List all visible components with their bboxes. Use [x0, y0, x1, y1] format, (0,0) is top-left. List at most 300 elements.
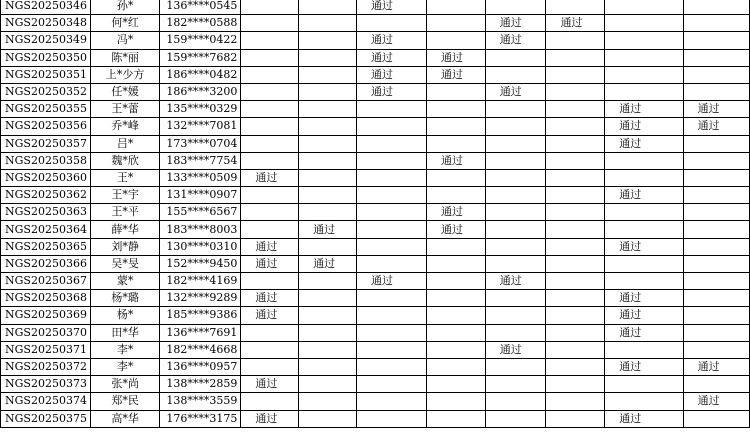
- cell-status-4[interactable]: 通过: [427, 66, 486, 83]
- cell-status-3[interactable]: [357, 101, 427, 118]
- cell-status-1[interactable]: 通过: [241, 410, 299, 427]
- table-row: [1, 238, 750, 255]
- cell-status-4[interactable]: [427, 118, 486, 135]
- cell-applicant-name[interactable]: 田*华: [90, 324, 159, 341]
- cell-status-3[interactable]: [357, 358, 427, 375]
- cell-status-8[interactable]: [683, 0, 749, 15]
- cell-status-8[interactable]: [683, 66, 749, 83]
- cell-status-6[interactable]: [546, 66, 605, 83]
- cell-status-8[interactable]: [683, 290, 749, 307]
- table-row: [1, 118, 750, 135]
- cell-applicant-name[interactable]: 高*华: [90, 410, 159, 427]
- cell-phone[interactable]: 138****3559: [160, 393, 241, 410]
- cell-status-6[interactable]: [546, 273, 605, 290]
- cell-applicant-id[interactable]: NGS20250363: [1, 204, 91, 221]
- cell-status-1[interactable]: 通过: [241, 376, 299, 393]
- cell-status-8[interactable]: [683, 238, 749, 255]
- cell-status-6[interactable]: [546, 204, 605, 221]
- cell-status-2[interactable]: [299, 101, 357, 118]
- cell-status-2[interactable]: [299, 273, 357, 290]
- cell-status-1[interactable]: [241, 83, 299, 100]
- cell-applicant-id[interactable]: NGS20250373: [1, 376, 91, 393]
- cell-status-6[interactable]: [546, 83, 605, 100]
- table-body: [1, 0, 750, 427]
- cell-status-5[interactable]: [485, 410, 546, 427]
- cell-status-1[interactable]: [241, 341, 299, 358]
- cell-status-4[interactable]: [427, 0, 486, 15]
- cell-applicant-name[interactable]: 任*媛: [90, 83, 159, 100]
- cell-status-2[interactable]: [299, 83, 357, 100]
- cell-status-3[interactable]: 通过: [357, 273, 427, 290]
- cell-status-5[interactable]: [485, 393, 546, 410]
- cell-status-3[interactable]: 通过: [357, 83, 427, 100]
- cell-status-7[interactable]: 通过: [605, 135, 683, 152]
- cell-status-2[interactable]: [299, 410, 357, 427]
- cell-phone[interactable]: 138****2859: [160, 376, 241, 393]
- cell-status-1[interactable]: 通过: [241, 307, 299, 324]
- cell-applicant-name[interactable]: 王*: [90, 169, 159, 186]
- cell-status-3[interactable]: [357, 152, 427, 169]
- cell-status-1[interactable]: [241, 32, 299, 49]
- cell-status-1[interactable]: 通过: [241, 169, 299, 186]
- cell-status-1[interactable]: [241, 118, 299, 135]
- cell-status-2[interactable]: [299, 376, 357, 393]
- cell-status-1[interactable]: [241, 324, 299, 341]
- cell-status-4[interactable]: [427, 376, 486, 393]
- cell-status-2[interactable]: [299, 152, 357, 169]
- cell-status-8[interactable]: [683, 135, 749, 152]
- cell-status-2[interactable]: [299, 324, 357, 341]
- cell-status-4[interactable]: 通过: [427, 204, 486, 221]
- cell-status-8[interactable]: [683, 152, 749, 169]
- cell-phone[interactable]: 155****6567: [160, 204, 241, 221]
- cell-status-2[interactable]: [299, 204, 357, 221]
- cell-phone[interactable]: 182****4169: [160, 273, 241, 290]
- cell-status-1[interactable]: [241, 358, 299, 375]
- table-row: [1, 135, 750, 152]
- cell-status-3[interactable]: [357, 118, 427, 135]
- cell-status-5[interactable]: [485, 169, 546, 186]
- cell-status-8[interactable]: 通过: [683, 393, 749, 410]
- cell-status-3[interactable]: [357, 290, 427, 307]
- cell-applicant-id[interactable]: NGS20250356: [1, 118, 91, 135]
- cell-status-5[interactable]: [485, 290, 546, 307]
- cell-applicant-name[interactable]: 何*红: [90, 15, 159, 32]
- cell-status-7[interactable]: [605, 204, 683, 221]
- cell-applicant-name[interactable]: 薛*华: [90, 221, 159, 238]
- cell-phone[interactable]: 135****0329: [160, 101, 241, 118]
- cell-status-7[interactable]: 通过: [605, 410, 683, 427]
- cell-phone[interactable]: 132****9289: [160, 290, 241, 307]
- cell-status-6[interactable]: [546, 0, 605, 15]
- cell-status-5[interactable]: [485, 255, 546, 272]
- cell-status-1[interactable]: [241, 152, 299, 169]
- cell-status-6[interactable]: [546, 135, 605, 152]
- cell-status-2[interactable]: [299, 135, 357, 152]
- cell-status-2[interactable]: 通过: [299, 255, 357, 272]
- cell-status-3[interactable]: [357, 187, 427, 204]
- cell-status-8[interactable]: 通过: [683, 358, 749, 375]
- table-row: [1, 221, 750, 238]
- cell-status-1[interactable]: [241, 204, 299, 221]
- cell-status-1[interactable]: 通过: [241, 255, 299, 272]
- table-row: [1, 15, 750, 32]
- cell-status-4[interactable]: [427, 32, 486, 49]
- cell-status-4[interactable]: [427, 187, 486, 204]
- cell-applicant-id[interactable]: NGS20250375: [1, 410, 91, 427]
- cell-status-2[interactable]: [299, 341, 357, 358]
- cell-status-6[interactable]: [546, 307, 605, 324]
- table-row: [1, 152, 750, 169]
- cell-status-3[interactable]: [357, 393, 427, 410]
- cell-status-2[interactable]: [299, 358, 357, 375]
- cell-status-3[interactable]: [357, 238, 427, 255]
- cell-phone[interactable]: 186****0482: [160, 66, 241, 83]
- cell-status-2[interactable]: [299, 187, 357, 204]
- cell-status-4[interactable]: [427, 238, 486, 255]
- cell-applicant-name[interactable]: 蒙*: [90, 273, 159, 290]
- cell-status-2[interactable]: [299, 307, 357, 324]
- cell-status-5[interactable]: [485, 358, 546, 375]
- cell-phone[interactable]: 182****0588: [160, 15, 241, 32]
- cell-status-3[interactable]: [357, 255, 427, 272]
- cell-status-3[interactable]: [357, 204, 427, 221]
- cell-status-4[interactable]: [427, 83, 486, 100]
- cell-status-6[interactable]: [546, 118, 605, 135]
- table-row: [1, 410, 750, 427]
- cell-applicant-name[interactable]: 杨*璐: [90, 290, 159, 307]
- cell-status-8[interactable]: [683, 49, 749, 66]
- cell-applicant-id[interactable]: NGS20250367: [1, 273, 91, 290]
- cell-applicant-id[interactable]: NGS20250365: [1, 238, 91, 255]
- cell-status-1[interactable]: [241, 0, 299, 15]
- cell-applicant-name[interactable]: 李*: [90, 358, 159, 375]
- table-row: [1, 273, 750, 290]
- cell-applicant-name[interactable]: 吕*: [90, 135, 159, 152]
- cell-phone[interactable]: 136****7691: [160, 324, 241, 341]
- cell-status-2[interactable]: 通过: [299, 221, 357, 238]
- cell-status-5[interactable]: 通过: [485, 32, 546, 49]
- cell-status-7[interactable]: [605, 255, 683, 272]
- cell-applicant-id[interactable]: NGS20250368: [1, 290, 91, 307]
- cell-status-4[interactable]: 通过: [427, 49, 486, 66]
- cell-status-8[interactable]: [683, 204, 749, 221]
- cell-status-6[interactable]: [546, 324, 605, 341]
- cell-status-2[interactable]: [299, 66, 357, 83]
- table-row: [1, 307, 750, 324]
- cell-applicant-name[interactable]: 王*平: [90, 204, 159, 221]
- cell-status-6[interactable]: [546, 169, 605, 186]
- table-row: [1, 255, 750, 272]
- cell-phone[interactable]: 182****4668: [160, 341, 241, 358]
- cell-phone[interactable]: 183****7754: [160, 152, 241, 169]
- cell-status-5[interactable]: [485, 221, 546, 238]
- cell-status-7[interactable]: [605, 393, 683, 410]
- cell-status-3[interactable]: [357, 324, 427, 341]
- cell-status-1[interactable]: [241, 393, 299, 410]
- cell-status-8[interactable]: 通过: [683, 118, 749, 135]
- table-row: [1, 49, 750, 66]
- cell-status-1[interactable]: [241, 15, 299, 32]
- cell-status-8[interactable]: [683, 341, 749, 358]
- table-row: [1, 169, 750, 186]
- cell-phone[interactable]: 136****0545: [160, 0, 241, 15]
- cell-applicant-name[interactable]: 孙*: [90, 0, 159, 15]
- cell-status-5[interactable]: [485, 187, 546, 204]
- cell-status-5[interactable]: [485, 49, 546, 66]
- cell-applicant-name[interactable]: 刘*静: [90, 238, 159, 255]
- table-row: [1, 83, 750, 100]
- cell-applicant-id[interactable]: NGS20250371: [1, 341, 91, 358]
- cell-status-5[interactable]: [485, 118, 546, 135]
- cell-status-6[interactable]: [546, 376, 605, 393]
- cell-status-1[interactable]: 通过: [241, 238, 299, 255]
- cell-applicant-id[interactable]: NGS20250348: [1, 15, 91, 32]
- cell-status-2[interactable]: [299, 49, 357, 66]
- cell-status-8[interactable]: 通过: [683, 101, 749, 118]
- cell-applicant-id[interactable]: NGS20250350: [1, 49, 91, 66]
- cell-status-7[interactable]: [605, 221, 683, 238]
- cell-applicant-id[interactable]: NGS20250357: [1, 135, 91, 152]
- cell-applicant-id[interactable]: NGS20250346: [1, 0, 91, 15]
- cell-status-6[interactable]: [546, 238, 605, 255]
- cell-applicant-id[interactable]: NGS20250355: [1, 101, 91, 118]
- cell-status-7[interactable]: [605, 83, 683, 100]
- cell-status-7[interactable]: [605, 273, 683, 290]
- cell-status-5[interactable]: [485, 0, 546, 15]
- cell-status-3[interactable]: 通过: [357, 0, 427, 15]
- cell-phone[interactable]: 132****7081: [160, 118, 241, 135]
- cell-applicant-id[interactable]: NGS20250366: [1, 255, 91, 272]
- cell-status-1[interactable]: [241, 49, 299, 66]
- cell-status-2[interactable]: [299, 393, 357, 410]
- cell-phone[interactable]: 186****3200: [160, 83, 241, 100]
- cell-applicant-id[interactable]: NGS20250362: [1, 187, 91, 204]
- cell-status-6[interactable]: [546, 255, 605, 272]
- cell-status-4[interactable]: [427, 135, 486, 152]
- cell-status-4[interactable]: [427, 169, 486, 186]
- cell-status-4[interactable]: [427, 341, 486, 358]
- cell-status-4[interactable]: [427, 273, 486, 290]
- cell-status-3[interactable]: [357, 341, 427, 358]
- cell-status-7[interactable]: [605, 66, 683, 83]
- table-row: [1, 0, 750, 15]
- table-row: [1, 187, 750, 204]
- cell-status-3[interactable]: [357, 410, 427, 427]
- cell-applicant-name[interactable]: 李*: [90, 341, 159, 358]
- cell-status-5[interactable]: 通过: [485, 83, 546, 100]
- cell-status-6[interactable]: [546, 101, 605, 118]
- cell-status-3[interactable]: [357, 307, 427, 324]
- cell-status-7[interactable]: [605, 32, 683, 49]
- cell-status-1[interactable]: [241, 221, 299, 238]
- table-row: [1, 290, 750, 307]
- cell-phone[interactable]: 183****8003: [160, 221, 241, 238]
- cell-status-8[interactable]: [683, 15, 749, 32]
- cell-status-5[interactable]: [485, 152, 546, 169]
- cell-applicant-name[interactable]: 上*少方: [90, 66, 159, 83]
- cell-status-1[interactable]: 通过: [241, 290, 299, 307]
- table-row: [1, 393, 750, 410]
- cell-applicant-name[interactable]: 魏*欣: [90, 152, 159, 169]
- cell-status-6[interactable]: [546, 358, 605, 375]
- cell-status-6[interactable]: 通过: [546, 15, 605, 32]
- cell-status-8[interactable]: [683, 307, 749, 324]
- cell-applicant-id[interactable]: NGS20250364: [1, 221, 91, 238]
- cell-status-4[interactable]: [427, 393, 486, 410]
- cell-phone[interactable]: 152****9450: [160, 255, 241, 272]
- cell-status-8[interactable]: [683, 410, 749, 427]
- cell-status-4[interactable]: [427, 324, 486, 341]
- cell-applicant-id[interactable]: NGS20250369: [1, 307, 91, 324]
- cell-status-8[interactable]: [683, 255, 749, 272]
- cell-status-1[interactable]: [241, 135, 299, 152]
- cell-status-5[interactable]: [485, 135, 546, 152]
- cell-status-7[interactable]: 通过: [605, 238, 683, 255]
- cell-status-4[interactable]: [427, 290, 486, 307]
- cell-status-7[interactable]: 通过: [605, 187, 683, 204]
- cell-status-8[interactable]: [683, 221, 749, 238]
- cell-status-6[interactable]: [546, 187, 605, 204]
- cell-applicant-id[interactable]: NGS20250372: [1, 358, 91, 375]
- table-row: [1, 358, 750, 375]
- cell-status-6[interactable]: [546, 410, 605, 427]
- cell-status-3[interactable]: 通过: [357, 49, 427, 66]
- cell-status-2[interactable]: [299, 118, 357, 135]
- cell-status-4[interactable]: [427, 358, 486, 375]
- table-row: [1, 324, 750, 341]
- cell-status-3[interactable]: 通过: [357, 32, 427, 49]
- cell-status-7[interactable]: 通过: [605, 358, 683, 375]
- cell-phone[interactable]: 173****0704: [160, 135, 241, 152]
- cell-status-3[interactable]: [357, 135, 427, 152]
- cell-status-1[interactable]: [241, 187, 299, 204]
- cell-status-8[interactable]: [683, 83, 749, 100]
- cell-status-8[interactable]: [683, 324, 749, 341]
- cell-applicant-name[interactable]: 陈*丽: [90, 49, 159, 66]
- cell-applicant-name[interactable]: 张*尚: [90, 376, 159, 393]
- cell-applicant-name[interactable]: 王*宇: [90, 187, 159, 204]
- cell-status-5[interactable]: 通过: [485, 341, 546, 358]
- cell-status-7[interactable]: 通过: [605, 324, 683, 341]
- cell-status-8[interactable]: [683, 169, 749, 186]
- cell-phone[interactable]: 131****0907: [160, 187, 241, 204]
- cell-status-1[interactable]: [241, 66, 299, 83]
- cell-status-5[interactable]: [485, 376, 546, 393]
- cell-status-7[interactable]: [605, 169, 683, 186]
- cell-status-5[interactable]: [485, 238, 546, 255]
- cell-status-7[interactable]: [605, 0, 683, 15]
- cell-status-4[interactable]: 通过: [427, 221, 486, 238]
- cell-status-4[interactable]: [427, 307, 486, 324]
- cell-status-8[interactable]: [683, 32, 749, 49]
- cell-status-7[interactable]: [605, 376, 683, 393]
- cell-applicant-id[interactable]: NGS20250351: [1, 66, 91, 83]
- cell-applicant-id[interactable]: NGS20250360: [1, 169, 91, 186]
- cell-status-6[interactable]: [546, 152, 605, 169]
- cell-status-3[interactable]: 通过: [357, 66, 427, 83]
- cell-status-5[interactable]: 通过: [485, 15, 546, 32]
- cell-status-5[interactable]: [485, 66, 546, 83]
- table-row: [1, 341, 750, 358]
- cell-status-6[interactable]: [546, 221, 605, 238]
- cell-status-5[interactable]: [485, 101, 546, 118]
- cell-applicant-id[interactable]: NGS20250352: [1, 83, 91, 100]
- cell-status-3[interactable]: [357, 376, 427, 393]
- cell-status-8[interactable]: [683, 187, 749, 204]
- cell-status-2[interactable]: [299, 290, 357, 307]
- cell-status-5[interactable]: [485, 204, 546, 221]
- cell-status-7[interactable]: [605, 15, 683, 32]
- table-row: [1, 204, 750, 221]
- cell-status-6[interactable]: [546, 49, 605, 66]
- cell-phone[interactable]: 159****7682: [160, 49, 241, 66]
- table-row: [1, 66, 750, 83]
- cell-phone[interactable]: 159****0422: [160, 32, 241, 49]
- cell-status-7[interactable]: [605, 152, 683, 169]
- cell-phone[interactable]: 136****0957: [160, 358, 241, 375]
- cell-applicant-name[interactable]: 杨*: [90, 307, 159, 324]
- cell-status-1[interactable]: [241, 273, 299, 290]
- cell-status-2[interactable]: [299, 15, 357, 32]
- cell-applicant-name[interactable]: 郑*民: [90, 393, 159, 410]
- cell-phone[interactable]: 176****3175: [160, 410, 241, 427]
- cell-status-8[interactable]: [683, 273, 749, 290]
- cell-status-6[interactable]: [546, 32, 605, 49]
- cell-status-5[interactable]: [485, 307, 546, 324]
- cell-status-4[interactable]: [427, 410, 486, 427]
- cell-status-4[interactable]: 通过: [427, 152, 486, 169]
- cell-status-4[interactable]: [427, 101, 486, 118]
- cell-status-2[interactable]: [299, 0, 357, 15]
- cell-status-4[interactable]: [427, 255, 486, 272]
- cell-status-3[interactable]: [357, 221, 427, 238]
- cell-phone[interactable]: 185****9386: [160, 307, 241, 324]
- cell-status-6[interactable]: [546, 341, 605, 358]
- cell-status-7[interactable]: [605, 49, 683, 66]
- cell-status-1[interactable]: [241, 101, 299, 118]
- cell-applicant-name[interactable]: 王*蕾: [90, 101, 159, 118]
- cell-status-7[interactable]: 通过: [605, 118, 683, 135]
- cell-status-6[interactable]: [546, 393, 605, 410]
- cell-status-5[interactable]: 通过: [485, 273, 546, 290]
- cell-status-7[interactable]: 通过: [605, 307, 683, 324]
- cell-applicant-name[interactable]: 吴*旻: [90, 255, 159, 272]
- cell-status-7[interactable]: 通过: [605, 290, 683, 307]
- cell-applicant-id[interactable]: NGS20250358: [1, 152, 91, 169]
- cell-status-6[interactable]: [546, 290, 605, 307]
- cell-applicant-name[interactable]: 乔*峰: [90, 118, 159, 135]
- cell-status-8[interactable]: [683, 376, 749, 393]
- cell-applicant-id[interactable]: NGS20250370: [1, 324, 91, 341]
- cell-status-2[interactable]: [299, 169, 357, 186]
- cell-status-7[interactable]: [605, 341, 683, 358]
- cell-applicant-name[interactable]: 冯*: [90, 32, 159, 49]
- cell-status-3[interactable]: [357, 169, 427, 186]
- cell-status-3[interactable]: [357, 15, 427, 32]
- table-row: [1, 376, 750, 393]
- cell-status-2[interactable]: [299, 238, 357, 255]
- cell-applicant-id[interactable]: NGS20250374: [1, 393, 91, 410]
- cell-status-5[interactable]: [485, 324, 546, 341]
- table-row: [1, 101, 750, 118]
- cell-status-7[interactable]: 通过: [605, 101, 683, 118]
- cell-phone[interactable]: 130****0310: [160, 238, 241, 255]
- cell-status-4[interactable]: [427, 15, 486, 32]
- cell-phone[interactable]: 133****0509: [160, 169, 241, 186]
- cell-applicant-id[interactable]: NGS20250349: [1, 32, 91, 49]
- cell-status-2[interactable]: [299, 32, 357, 49]
